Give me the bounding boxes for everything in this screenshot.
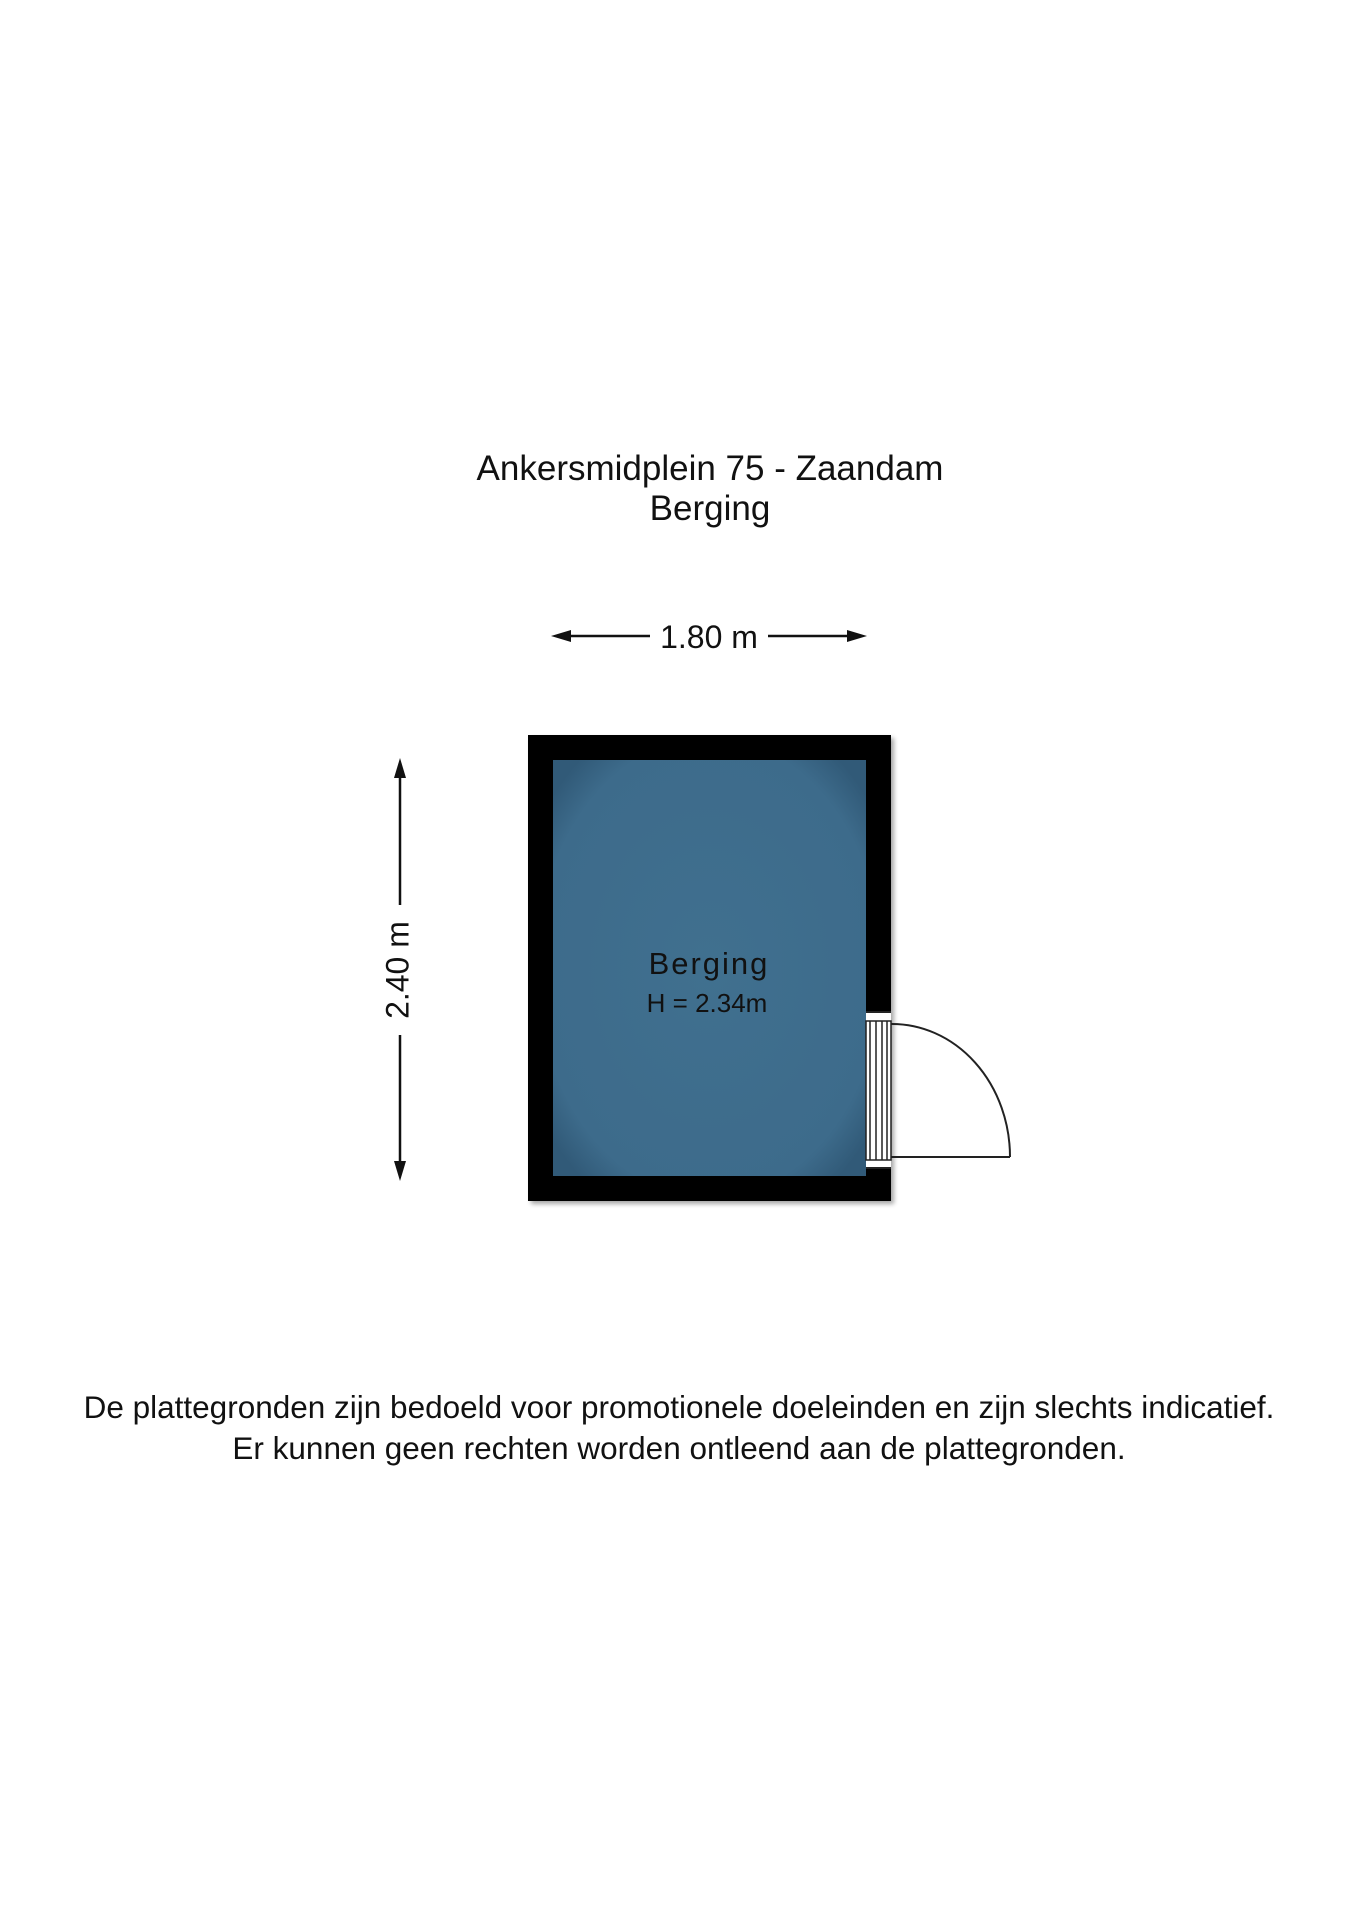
disclaimer-line-1: De plattegronden zijn bedoeld voor promotionele doeleinden en zijn slechts indicatief. <box>83 1389 1275 1425</box>
arrow-down-icon <box>394 1161 406 1181</box>
arrow-right-icon <box>847 630 867 642</box>
arrow-left-icon <box>551 630 571 642</box>
door <box>866 1012 1010 1168</box>
arrow-up-icon <box>394 758 406 778</box>
width-dimension-label: 1.80 m <box>660 619 758 655</box>
height-dimension-label: 2.40 m <box>379 921 416 1019</box>
address-label: Ankersmidplein 75 - Zaandam <box>476 449 944 488</box>
height-dimension <box>379 758 415 1181</box>
ceiling-height-label: H = 2.34m <box>646 988 768 1018</box>
width-dimension <box>551 619 867 655</box>
room-name-label: Berging <box>648 946 770 981</box>
floor-name-label: Berging <box>649 489 771 528</box>
door-swing-arc <box>891 1024 1010 1157</box>
disclaimer <box>0 1387 1358 1469</box>
disclaimer-line-2: Er kunnen geen rechten worden ontleend aan de plattegronden. <box>232 1430 1126 1466</box>
